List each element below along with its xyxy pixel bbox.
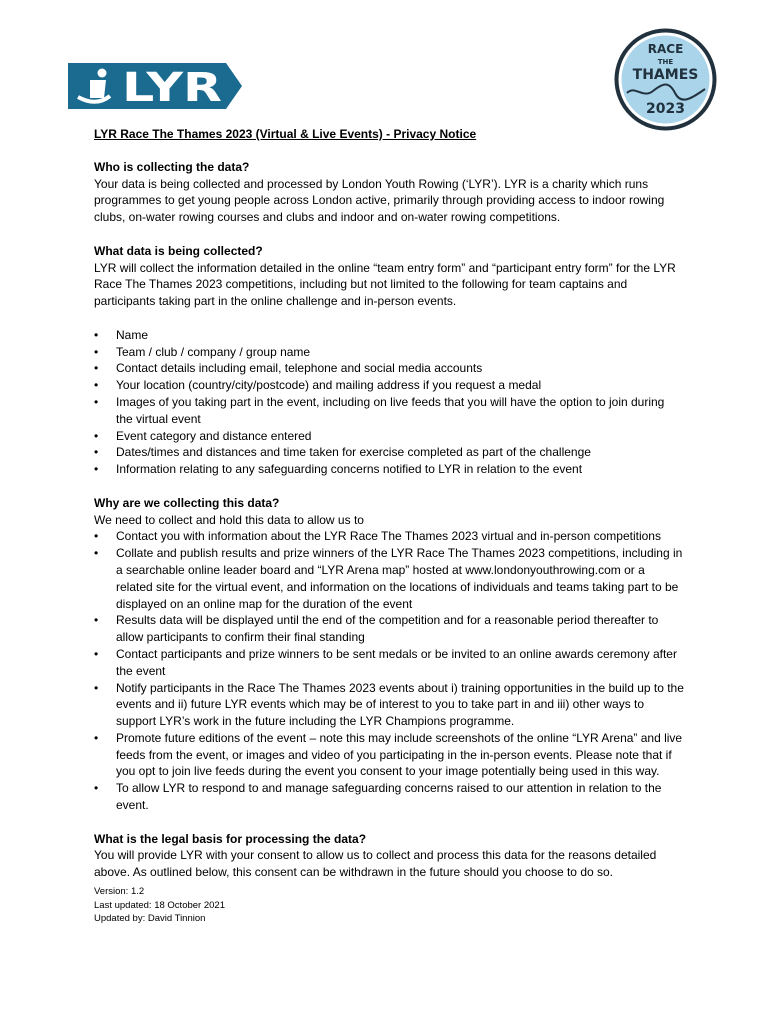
list-item: • Name [94, 327, 684, 344]
section-intro: We need to collect and hold this data to allow us to [94, 512, 364, 527]
list-item: • Your location (country/city/postcode) and mailing address if you request a medal [94, 377, 684, 394]
list-item: • Event category and distance entered [94, 428, 684, 445]
document-body [94, 126, 684, 926]
list-item: • Results data will be displayed until the end of the competition and for a reasonable period thereafter to allow participants to confirm their final standing [94, 612, 684, 646]
collected-data-list [94, 327, 684, 478]
list-item: • Images of you taking part in the event, including on live feeds that you will have the option to join during the virtual event [94, 394, 684, 428]
list-item: • To allow LYR to respond to and manage safeguarding concerns raised to our attention in relation to the event. [94, 780, 684, 814]
purpose-list [94, 528, 684, 814]
section-heading: Who is collecting the data? [94, 159, 250, 174]
list-item: • Contact participants and prize winners to be sent medals or be invited to an online awards ceremony after the event [94, 646, 684, 680]
updated-by-text: Updated by: David Tinnion [94, 913, 206, 925]
section-who-collecting [94, 159, 684, 226]
document-title: LYR Race The Thames 2023 (Virtual & Live Events) - Privacy Notice [94, 127, 477, 141]
list-item: • Collate and publish results and prize winners of the LYR Race The Thames 2023 competitions, including in a searchable online leader board and “LYR Arena map” hosted at www.londonyouthrowing.com or a related site for the virtual event, and information on the locations of individuals and teams taking part to be displayed on an online map for the duration of the event [94, 545, 684, 612]
badge-line-2: THE [657, 58, 674, 66]
section-what-collected [94, 243, 684, 478]
list-item: • Contact details including email, telephone and social media accounts [94, 360, 684, 377]
badge-line-3: THAMES [632, 67, 699, 83]
section-heading: Why are we collecting this data? [94, 495, 280, 510]
section-legal-basis [94, 831, 684, 881]
section-heading: What is the legal basis for processing the data? [94, 831, 367, 846]
logo-text: LYR [122, 65, 222, 109]
last-updated-text: Last updated: 18 October 2021 [94, 899, 225, 911]
list-item: • Dates/times and distances and time taken for exercise completed as part of the challenge [94, 444, 684, 461]
section-heading: What data is being collected? [94, 243, 263, 258]
list-item: • Information relating to any safeguarding concerns notified to LYR in relation to the event [94, 461, 684, 478]
section-body: Your data is being collected and processed by London Youth Rowing (‘LYR’). LYR is a charity which runs programmes to get young people across London active, primarily through providing access to indoor rowing clubs, on-water rowing courses and clubs and indoor and on-water rowing competitions. [94, 176, 665, 225]
list-item: • Notify participants in the Race The Thames 2023 events about i) training opportunities in the build up to the events and ii) future LYR events which may be of interest to you to take part in and iii) other ways to support LYR’s work in the future including the LYR Champions programme. [94, 680, 684, 730]
section-why-collecting [94, 495, 684, 814]
version-text: Version: 1.2 [94, 886, 145, 898]
list-item: • Contact you with information about the LYR Race The Thames 2023 virtual and in-person competitions [94, 528, 684, 545]
list-item: • Promote future editions of the event – note this may include screenshots of the online “LYR Arena” and live feeds from the event, or images and video of you participating in the in-person events. Please note that if you opt to join live feeds during the event you consent to your image potentially being used in this way. [94, 730, 684, 780]
document-footer [94, 885, 684, 926]
race-the-thames-badge [613, 27, 718, 132]
badge-line-1: RACE [647, 42, 684, 56]
lyr-logo [68, 63, 242, 109]
section-body: LYR will collect the information detailed in the online “team entry form” and “participant entry form” for the LYR Race The Thames 2023 competitions, including but not limited to the following for team captains and participants taking part in the online challenge and in-person events. [94, 260, 676, 309]
badge-year: 2023 [646, 101, 685, 117]
list-item: • Team / club / company / group name [94, 344, 684, 361]
section-body: You will provide LYR with your consent to allow us to collect and process this data for the reasons detailed above. As outlined below, this consent can be withdrawn in the future should you choose to do so. [94, 848, 657, 880]
